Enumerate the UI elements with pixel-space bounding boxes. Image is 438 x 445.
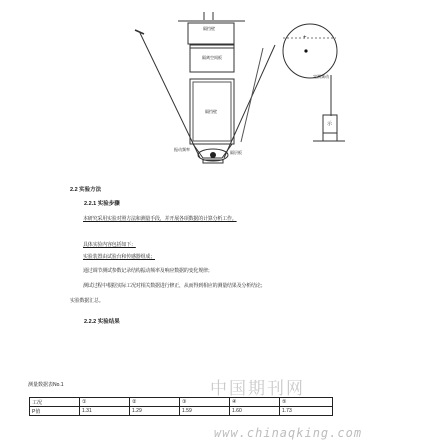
table-cell: ③ — [180, 398, 230, 407]
table-cell: 1.60 — [230, 407, 280, 416]
bottom-label: 振动频率 — [174, 147, 190, 152]
watermark-url: www.chinaqking.com — [214, 426, 363, 440]
base-center — [210, 152, 216, 158]
table-cell: ⑤ — [280, 398, 333, 407]
table-cell: ② — [130, 398, 180, 407]
table-cell: 1.73 — [280, 407, 333, 416]
detector-circle — [283, 24, 337, 78]
circle-symbol: + — [303, 35, 307, 41]
top-cell-label: 隔挡壁 — [203, 26, 215, 31]
main-cell-label: 隔挡壁 — [205, 109, 217, 114]
paragraph-line: 实验装置由试验台和传感器组成； — [83, 254, 156, 260]
data-table — [29, 397, 333, 416]
box-label: 示 — [327, 121, 333, 127]
right-rope-2 — [241, 48, 263, 142]
watermark-cn: 中国期刊网 — [210, 379, 305, 399]
table-row — [30, 398, 333, 407]
paragraph-line: 实验数据汇总。 — [70, 298, 104, 304]
sub-heading-2: 2.2.2 实验结果 — [84, 319, 120, 325]
table-row — [30, 407, 333, 416]
table-caption: 测量数据表No.1 — [28, 382, 64, 388]
circle-label: 定测频动 — [313, 74, 329, 79]
right-rope — [224, 45, 275, 158]
section-heading: 2.2 实验方法 — [70, 187, 102, 193]
paragraph-line: 具体实验内容包括如下： — [83, 242, 136, 248]
lower-label: 隔层板 — [230, 150, 242, 155]
table-cell: ④ — [230, 398, 280, 407]
left-rope — [140, 33, 200, 158]
table-cell: P值 — [30, 407, 80, 416]
table-cell: 工况 — [30, 398, 80, 407]
table-cell: 1.59 — [180, 407, 230, 416]
paragraph-line: 测试过程中根据实际工况对相关数据进行修正，从而得到相应的测量结果及分析结论； — [83, 283, 266, 289]
table-cell: ① — [80, 398, 130, 407]
paragraph-line: 本研究采用实验对照方法和测量手段，并开展各项数据的计算分析工作。 — [83, 216, 237, 222]
table-cell: 1.29 — [130, 407, 180, 416]
sub-heading-1: 2.2.1 实验步骤 — [84, 201, 120, 207]
detector-dot — [304, 49, 307, 52]
middle-cell-label: 隔离空间板 — [202, 55, 222, 60]
left-rope-end — [135, 30, 144, 34]
table-cell: 1.31 — [80, 407, 130, 416]
paragraph-line: 通过调节测试参数记录结构振动频率及响应数据的变化规律； — [83, 268, 213, 274]
